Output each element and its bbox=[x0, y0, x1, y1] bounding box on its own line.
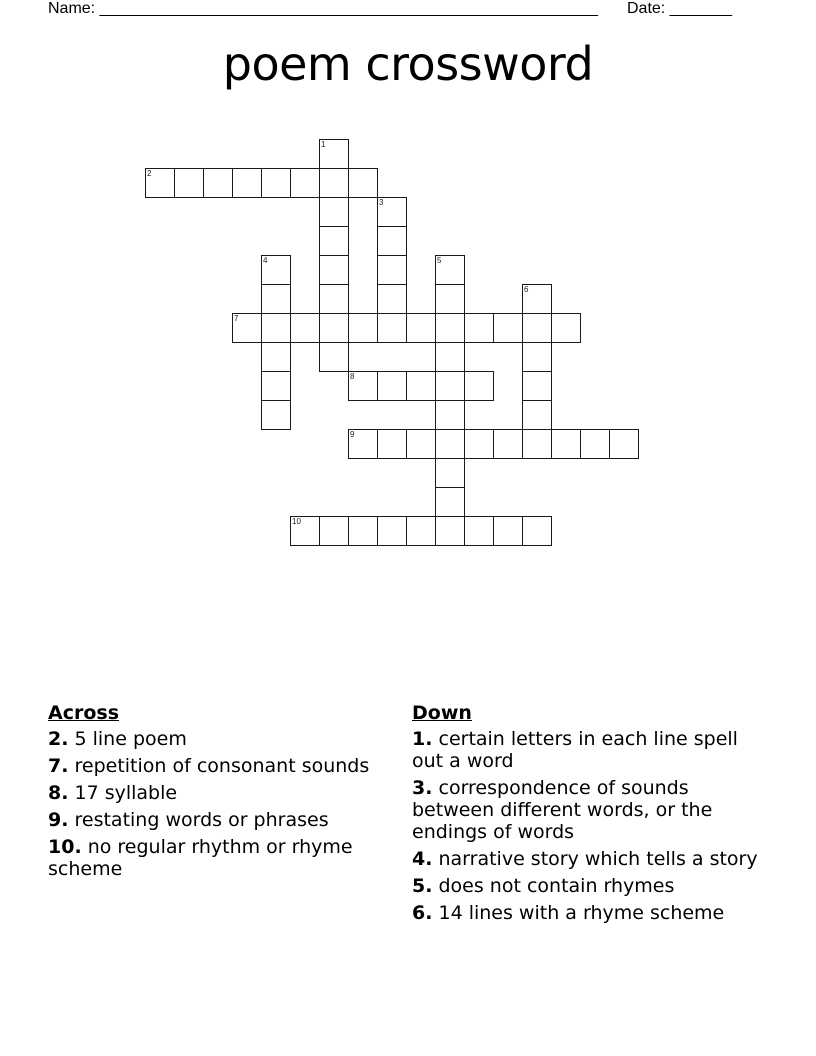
grid-cell[interactable] bbox=[435, 371, 465, 401]
grid-cell[interactable] bbox=[261, 284, 291, 314]
grid-cell[interactable] bbox=[377, 429, 407, 459]
clue-across-8 bbox=[48, 782, 388, 804]
clue-down-4 bbox=[412, 848, 762, 870]
grid-cell[interactable] bbox=[319, 139, 349, 169]
grid-cell[interactable] bbox=[464, 371, 494, 401]
grid-cell[interactable] bbox=[290, 168, 320, 198]
grid-cell[interactable] bbox=[406, 516, 436, 546]
clue-number: 9. bbox=[48, 809, 69, 831]
across-heading: Across bbox=[48, 702, 120, 724]
clue-number: 8. bbox=[48, 782, 69, 804]
clue-text: no regular rhythm or rhyme scheme bbox=[48, 836, 353, 880]
page-title: poem crossword bbox=[222, 37, 594, 91]
grid-cell[interactable] bbox=[435, 342, 465, 372]
grid-cell[interactable] bbox=[232, 313, 262, 343]
grid-cell[interactable] bbox=[551, 313, 581, 343]
cell-number: 2 bbox=[147, 169, 152, 178]
cell-number: 10 bbox=[292, 517, 301, 526]
grid-cell[interactable] bbox=[319, 255, 349, 285]
clue-number: 10. bbox=[48, 836, 82, 858]
grid-cell[interactable] bbox=[522, 400, 552, 430]
across-clues bbox=[48, 702, 388, 885]
cell-number: 9 bbox=[350, 430, 355, 439]
clue-number: 7. bbox=[48, 755, 69, 777]
grid-cell[interactable] bbox=[522, 313, 552, 343]
cell-number: 1 bbox=[321, 140, 326, 149]
grid-cell[interactable] bbox=[203, 168, 233, 198]
name-field[interactable]: Name: ________________________________________________________ bbox=[48, 0, 598, 17]
grid-cell[interactable] bbox=[319, 168, 349, 198]
grid-cell[interactable] bbox=[377, 197, 407, 227]
grid-cell[interactable] bbox=[377, 516, 407, 546]
grid-cell[interactable] bbox=[493, 313, 523, 343]
grid-cell[interactable] bbox=[319, 226, 349, 256]
clue-text: certain letters in each line spell out a word bbox=[412, 728, 738, 772]
cell-number: 5 bbox=[437, 256, 442, 265]
grid-cell[interactable] bbox=[377, 313, 407, 343]
grid-cell[interactable] bbox=[435, 400, 465, 430]
grid-cell[interactable] bbox=[522, 429, 552, 459]
grid-cell[interactable] bbox=[261, 371, 291, 401]
grid-cell[interactable] bbox=[232, 168, 262, 198]
crossword-grid bbox=[146, 140, 646, 560]
grid-cell[interactable] bbox=[261, 313, 291, 343]
clue-text: restating words or phrases bbox=[68, 809, 329, 831]
grid-cell[interactable] bbox=[522, 516, 552, 546]
clue-number: 2. bbox=[48, 728, 69, 750]
grid-cell[interactable] bbox=[435, 487, 465, 517]
clue-across-9 bbox=[48, 809, 388, 831]
clue-across-2 bbox=[48, 728, 388, 750]
cell-number: 7 bbox=[234, 314, 239, 323]
grid-cell[interactable] bbox=[377, 226, 407, 256]
clue-across-10 bbox=[48, 836, 388, 880]
clue-number: 3. bbox=[412, 777, 433, 799]
clue-text: does not contain rhymes bbox=[432, 875, 675, 897]
grid-cell[interactable] bbox=[406, 371, 436, 401]
clue-text: correspondence of sounds between different words, or the endings of words bbox=[412, 777, 713, 843]
clue-text: repetition of consonant sounds bbox=[68, 755, 370, 777]
date-field[interactable]: Date: _______ bbox=[627, 0, 732, 17]
clue-number: 6. bbox=[412, 902, 433, 924]
grid-cell[interactable] bbox=[319, 516, 349, 546]
grid-cell[interactable] bbox=[435, 458, 465, 488]
grid-cell[interactable] bbox=[522, 284, 552, 314]
grid-cell[interactable] bbox=[493, 516, 523, 546]
clue-text: 17 syllable bbox=[68, 782, 178, 804]
grid-cell[interactable] bbox=[435, 313, 465, 343]
clue-number: 1. bbox=[412, 728, 433, 750]
grid-cell[interactable] bbox=[348, 429, 378, 459]
grid-cell[interactable] bbox=[319, 342, 349, 372]
clue-text: 14 lines with a rhyme scheme bbox=[432, 902, 725, 924]
cell-number: 6 bbox=[524, 285, 529, 294]
grid-cell[interactable] bbox=[609, 429, 639, 459]
clue-down-5 bbox=[412, 875, 762, 897]
grid-cell[interactable] bbox=[464, 516, 494, 546]
grid-cell[interactable] bbox=[464, 429, 494, 459]
grid-cell[interactable] bbox=[348, 516, 378, 546]
clue-number: 5. bbox=[412, 875, 433, 897]
grid-cell[interactable] bbox=[580, 429, 610, 459]
grid-cell[interactable] bbox=[435, 429, 465, 459]
grid-cell[interactable] bbox=[406, 429, 436, 459]
grid-cell[interactable] bbox=[319, 197, 349, 227]
grid-cell[interactable] bbox=[435, 255, 465, 285]
grid-cell[interactable] bbox=[348, 168, 378, 198]
grid-cell[interactable] bbox=[522, 371, 552, 401]
grid-cell[interactable] bbox=[377, 284, 407, 314]
grid-cell[interactable] bbox=[261, 168, 291, 198]
grid-cell[interactable] bbox=[145, 168, 175, 198]
grid-cell[interactable] bbox=[348, 313, 378, 343]
grid-cell[interactable] bbox=[261, 342, 291, 372]
grid-cell[interactable] bbox=[348, 371, 378, 401]
grid-cell[interactable] bbox=[174, 168, 204, 198]
cell-number: 4 bbox=[263, 256, 268, 265]
clue-down-6 bbox=[412, 902, 762, 924]
grid-cell[interactable] bbox=[319, 313, 349, 343]
clue-number: 4. bbox=[412, 848, 433, 870]
down-clues bbox=[412, 702, 762, 929]
grid-cell[interactable] bbox=[261, 400, 291, 430]
clue-text: narrative story which tells a story bbox=[432, 848, 758, 870]
grid-cell[interactable] bbox=[290, 516, 320, 546]
grid-cell[interactable] bbox=[551, 429, 581, 459]
clue-text: 5 line poem bbox=[68, 728, 187, 750]
grid-cell[interactable] bbox=[290, 313, 320, 343]
clue-across-7 bbox=[48, 755, 388, 777]
cell-number: 8 bbox=[350, 372, 355, 381]
clue-down-1 bbox=[412, 728, 762, 772]
grid-cell[interactable] bbox=[406, 313, 436, 343]
grid-cell[interactable] bbox=[377, 255, 407, 285]
grid-cell[interactable] bbox=[319, 284, 349, 314]
grid-cell[interactable] bbox=[464, 313, 494, 343]
cell-number: 3 bbox=[379, 198, 384, 207]
grid-cell[interactable] bbox=[435, 284, 465, 314]
grid-cell[interactable] bbox=[522, 342, 552, 372]
down-heading: Down bbox=[412, 702, 472, 724]
clue-down-3 bbox=[412, 777, 762, 843]
grid-cell[interactable] bbox=[435, 516, 465, 546]
grid-cell[interactable] bbox=[377, 371, 407, 401]
grid-cell[interactable] bbox=[261, 255, 291, 285]
grid-cell[interactable] bbox=[493, 429, 523, 459]
